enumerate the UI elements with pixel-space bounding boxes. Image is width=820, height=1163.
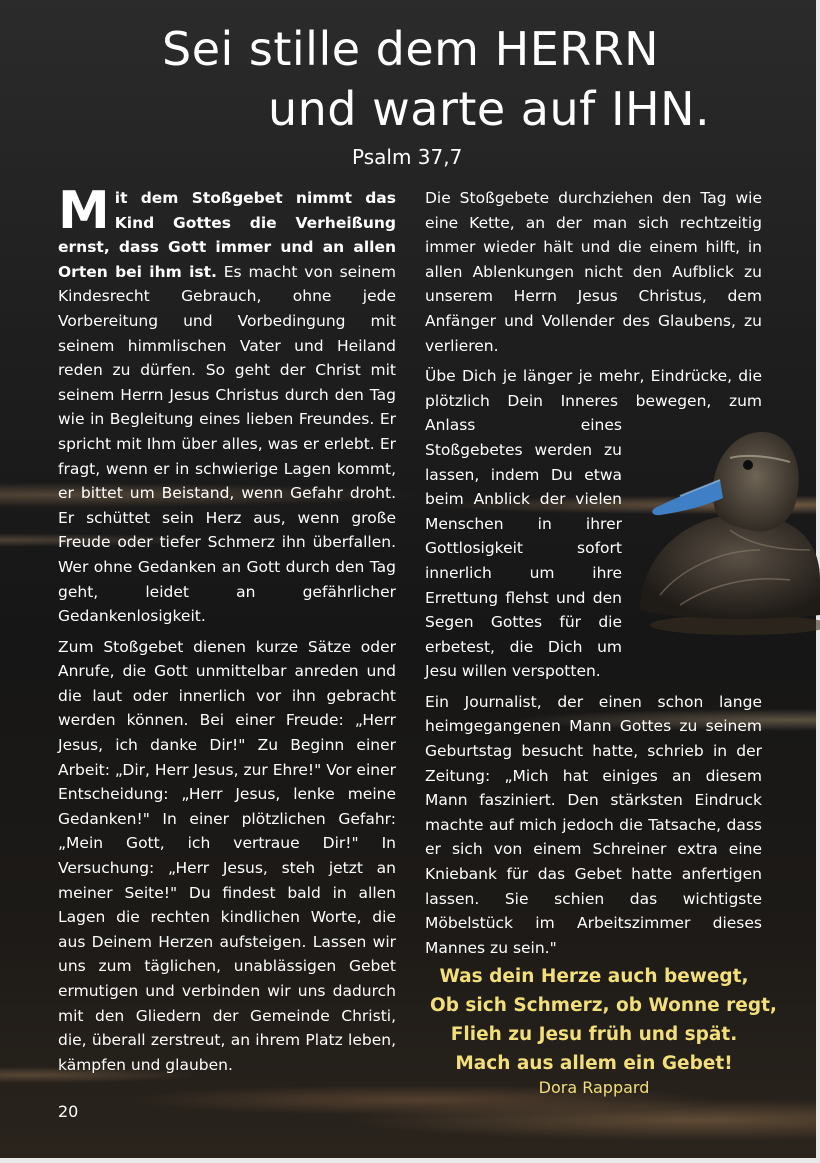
poem-author: Dora Rappard	[538, 1078, 650, 1097]
drop-cap: M	[58, 181, 110, 241]
bible-reference: Psalm 37,7	[352, 145, 463, 169]
lead-text: it dem Stoßgebet nimmt das Kind Gottes die Verheißung ernst, dass Gott immer und an allen Orten bei ihm ist.	[58, 189, 396, 281]
title-line-1: Sei stille dem HERRN	[162, 22, 660, 76]
left-paragraph-1-body: Es macht von seinem Kindesrecht Gebrauch, ohne jede Vorbereitung und Vorbedingung mit seinem himmlischen Vater und Heiland reden zu dürfen. So geht der Christ mit seinem Herrn Jesus Christus durch den Tag wie in Begleitung eines lieben Freundes. Er spricht mit Ihm über alles, was er erlebt. Er fragt, wenn er in schwierige Lagen kommt, er bittet um Beistand, wenn Gefahr droht. Er schüttet sein Herz aus, wenn große Freude oder tiefer Schmerz ihn überfallen. Wer ohne Gedanken an Gott durch den Tag geht, leidet an gefährlicher Gedankenlosigkeit.	[58, 262, 396, 626]
poem-line: Ob sich Schmerz, ob Wonne regt,	[430, 995, 777, 1016]
left-paragraph-2: Zum Stoßgebet dienen kurze Sätze oder Anrufe, die Gott unmittelbar anreden und die laut oder innerlich vor ihn gebracht werden können. Bei einer Freude: „Herr Jesus, ich danke Dir!" Zu Beginn einer Arbeit: „Dir, Herr Jesus, zur Ehre!" Vor einer Entscheidung: „Herr Jesus, lenke meine Gedanken!" In einer plötzlichen Gefahr: „Mein Gott, ich vertraue Dir!" In Versuchung: „Herr Jesus, steh jetzt an meiner Seite!" Du findest bald in allen Lagen die rechten kindlichen Worte, die aus Deinem Herzen aufsteigen. Lassen wir uns zum täglichen, unablässigen Gebet ermutigen und verbinden wir uns dadurch mit den Gliedern der Gemeinde Christi, die, überall zerstreut, an ihrem Platz leben, kämpfen und glauben.	[58, 637, 396, 1074]
right-paragraph-2: Übe Dich je länger je mehr, Eindrücke, die plötzlich Dein Inneres bewegen, zum Anlass eines Stoßgebetes werden zu lassen, indem Du etwa beim Anblick der vielen Menschen in ihrer Gottlosigkeit sofort innerlich um ihre Errettung flehst und den Segen Gottes für die erbetest, die Dich um Jesu willen verspotten.	[425, 367, 762, 681]
duck-photo	[620, 410, 820, 640]
left-paragraph-1	[58, 181, 396, 629]
poem-line: Flieh zu Jesu früh und spät.	[450, 1024, 738, 1045]
right-paragraph-3: Ein Journalist, der einen schon lange heimgegangenen Mann Gottes zu seinem Geburtstag besucht hatte, schrieb in der Zeitung: „Mich hat einiges an diesem Mann fasziniert. Den stärksten Eindruck machte auf mich jedoch die Tatsache, dass er sich von einem Schreiner extra eine Kniebank für das Gebet hatte anfertigen lassen. Sie schien das wichtigste Möbelstück im Arbeitszimmer dieses Mannes zu sein."	[425, 692, 762, 957]
left-column	[58, 181, 396, 1083]
poem	[430, 962, 777, 1078]
title-line-2: und warte auf IHN.	[268, 82, 711, 136]
poem-line: Mach aus allem ein Gebet!	[455, 1053, 733, 1074]
right-paragraph-1: Die Stoßgebete durchziehen den Tag wie eine Kette, an der man sich rechtzeitig immer wieder hält und die einem hilft, in allen Ablenkungen nicht den Aufblick zu unserem Herrn Jesus Christus, dem Anfänger und Vollender des Glaubens, zu verlieren.	[425, 189, 762, 355]
page-number: 20	[58, 1102, 79, 1121]
poem-line: Was dein Herze auch bewegt,	[439, 966, 749, 987]
